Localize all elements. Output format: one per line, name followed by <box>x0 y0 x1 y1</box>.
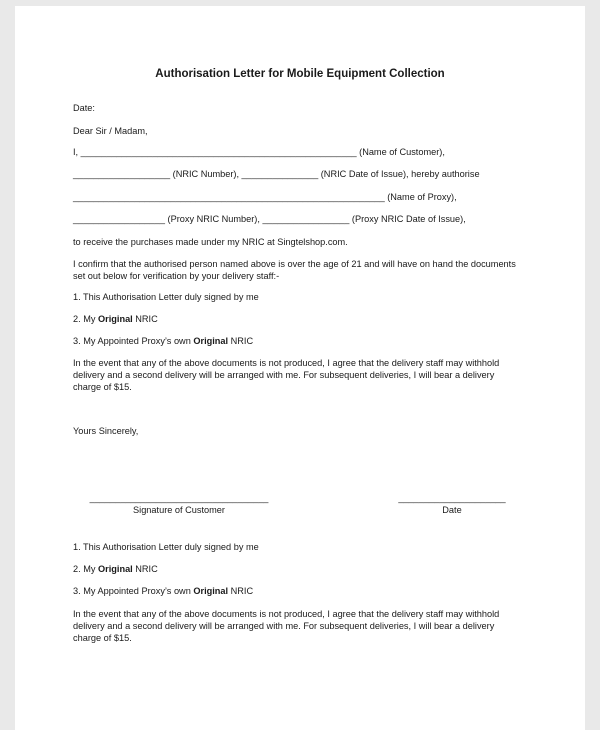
list-item: 1. This Authorisation Letter duly signed by me <box>73 542 259 552</box>
date-signature-block <box>389 492 515 516</box>
list-item: 1. This Authorisation Letter duly signed by me <box>73 292 259 302</box>
list-item: 3. My Appointed Proxy’s own Original NRIC <box>73 336 254 346</box>
customer-signature-line: ___________________________________ <box>89 493 269 503</box>
proxy-nric-line: __________________ (Proxy NRIC Number), _________________ (Proxy NRIC Date of Issue), <box>73 214 466 224</box>
date-signature-label: Date <box>442 505 462 515</box>
event-paragraph: In the event that any of the above documents is not produced, I agree that the delivery staff may withhold delivery and a second delivery will be arranged with me. For subsequent deliveries, I will bear a delivery charge of $15. <box>73 358 500 392</box>
confirm-paragraph: I confirm that the authorised person named above is over the age of 21 and will have on hand the documents set out below for verification by your delivery staff:- <box>73 259 516 281</box>
list-item: 2. My Original NRIC <box>73 564 158 574</box>
customer-name-line: I, ______________________________________________________ (Name of Customer), <box>73 147 445 157</box>
letter-page <box>15 6 585 730</box>
customer-signature-block <box>73 492 285 516</box>
proxy-name-line: _____________________________________________________________ (Name of Proxy), <box>73 192 457 202</box>
date-label: Date: <box>73 103 95 113</box>
list-item: 3. My Appointed Proxy’s own Original NRIC <box>73 586 254 596</box>
list-item: 2. My Original NRIC <box>73 314 158 324</box>
customer-signature-label: Signature of Customer <box>133 505 225 515</box>
purpose-line: to receive the purchases made under my NRIC at Singtelshop.com. <box>73 237 348 247</box>
nric-line: ___________________ (NRIC Number), _______________ (NRIC Date of Issue), hereby authorise <box>73 169 480 179</box>
date-signature-line: _____________________ <box>398 493 506 503</box>
salutation: Dear Sir / Madam, <box>73 126 148 136</box>
closing: Yours Sincerely, <box>73 426 139 436</box>
event-paragraph-repeat: In the event that any of the above documents is not produced, I agree that the delivery staff may withhold delivery and a second delivery will be arranged with me. For subsequent deliveries, I will bear a delivery charge of $15. <box>73 609 500 643</box>
letter-title: Authorisation Letter for Mobile Equipment Collection <box>155 68 445 80</box>
